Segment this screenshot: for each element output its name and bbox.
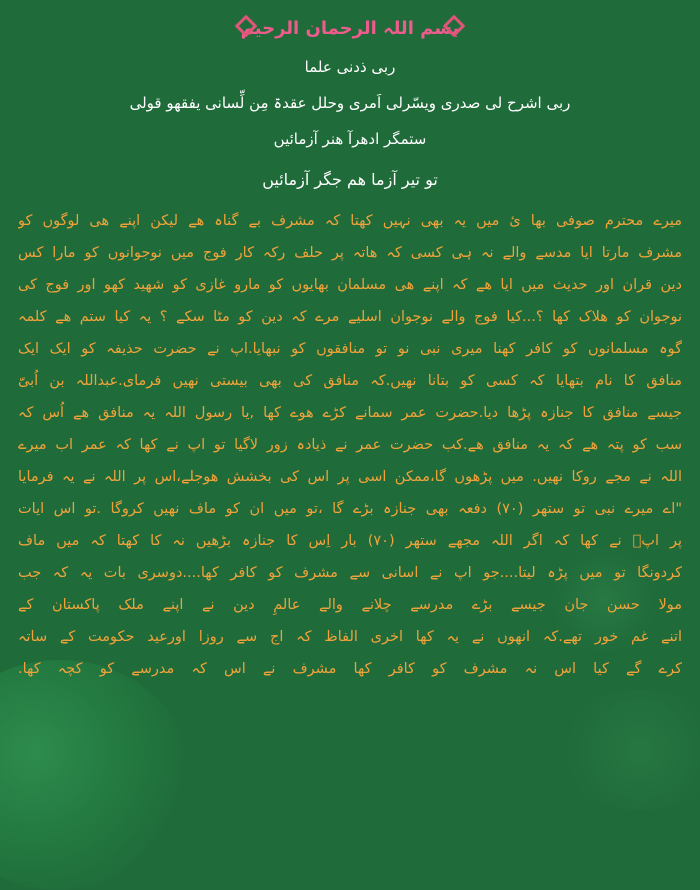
body-line: مشرف مارتا ایا مدسے والے نہ ہی کسی کہ ھاتہ پر حلف رکہ کار فوج میں نوجوانوں کو مارا کس — [18, 245, 682, 261]
body-line: "اے میرے نبی تو ستھر (٧٠) دفعہ بھی جنازہ بڑے گا ،تو میں ان کو ماف نھیں کروگا .تو اس ایات — [18, 501, 682, 517]
body-line: میرے محترم صوفی بھا ئ میں یہ بھی نہیں کھتا کہ مشرف بے گناہ ھے لیکن اپنے ھی لوگوں کو — [18, 213, 682, 229]
verse-line-1: ربی ذدنی علما — [304, 58, 396, 76]
body-line: جیسے منافق کا جنازہ پڑھا دیا.حضرت عمر سمانے کڑے ھوے کھا ,یا رسول اللہ یہ منافق ھے اُس کہ — [18, 405, 682, 421]
decorative-circle-bottom-right — [550, 690, 700, 810]
body-line: پر اپؐ نے کھا کہ اگر اللہ مجھے ستھر (٧٠) بار اِس کا جنازہ بڑھیں نہ کا کھتا کہ میں ماف — [18, 533, 682, 549]
body-line: منافق کا نام بتھایا کہ کسی کو بتانا نھیں.کہ منافق کی بھی بیستی نھیں فرمای.عبداللہ بن اُبیّ — [18, 373, 682, 389]
body-paragraph — [18, 205, 682, 685]
bismillah-heading: بسم اللہ الرحمان الرحیم — [240, 17, 460, 39]
decorative-circle-bottom-left — [0, 660, 190, 890]
body-line: گوہ مسلمانوں کو کافر کھنا میری نبی نو تو منافقوں کو نبھایا.اپ نے حضرت حذیفہ کو ایک ایک — [18, 341, 682, 357]
body-line: نوجوان کو ھلاک کھا ؟...کیا فوج والے نوجوان اسلیے مرے کہ دین کو مٹا سکے ؟ یہ کیا ستم ھے کلمہ — [18, 309, 682, 325]
verse-line-4: تو تیر آزما ھم جگر آزمائیں — [262, 170, 438, 189]
body-line: مولا حسن جان جیسے بڑے مدرسے چلانے والے عالمِ دین نے اپنے ملک پاکستان کے — [18, 597, 682, 613]
body-line: کردونگا تو میں پڑہ لیتا....جو اپ نے اسانی سے مشرف کو کافر کھا....دوسری بات یہ کہ جب — [18, 565, 682, 581]
body-line: اللہ نے مجے روکا نھیں. میں پڑھوں گا،ممکن اسی پر اس کی بخشش ھوجلے،اس پر اللہ نے یہ فرمایا — [18, 469, 682, 485]
verse-line-2: ربی اشرح لی صدری ویسّرلی اَمری وحلل عقدۃ مِن لِّسانی یفقھو قولی — [129, 94, 571, 112]
verse-line-3: ستمگر ادھرآ ھنر آزمائیں — [273, 130, 427, 148]
body-line: سب کو پتہ ھے کہ یہ منافق ھے.کب حضرت عمر نے ذیادہ زور لاگیا تو اپ نے کھا کہ عمر اب میرے — [18, 437, 682, 453]
body-line: کرے گے کیا اس نہ مشرف کو کافر کھا مشرف نے اس کہ مدرسے کو کچہ کھا. — [18, 661, 682, 677]
body-line: دین قران اور حدیث میں ایا ھے کہ اپنے ھی مسلمان بھایوں کو مارو غازی کو شھید کھو اور فوج کی — [18, 277, 682, 293]
bismillah-banner — [234, 8, 466, 48]
body-line: اتنے غم خور تھے.کہ انھوں نے یہ کھا اخری الفاظ کہ اج سے روزا اورعید حکومت کے ساتہ — [18, 629, 682, 645]
